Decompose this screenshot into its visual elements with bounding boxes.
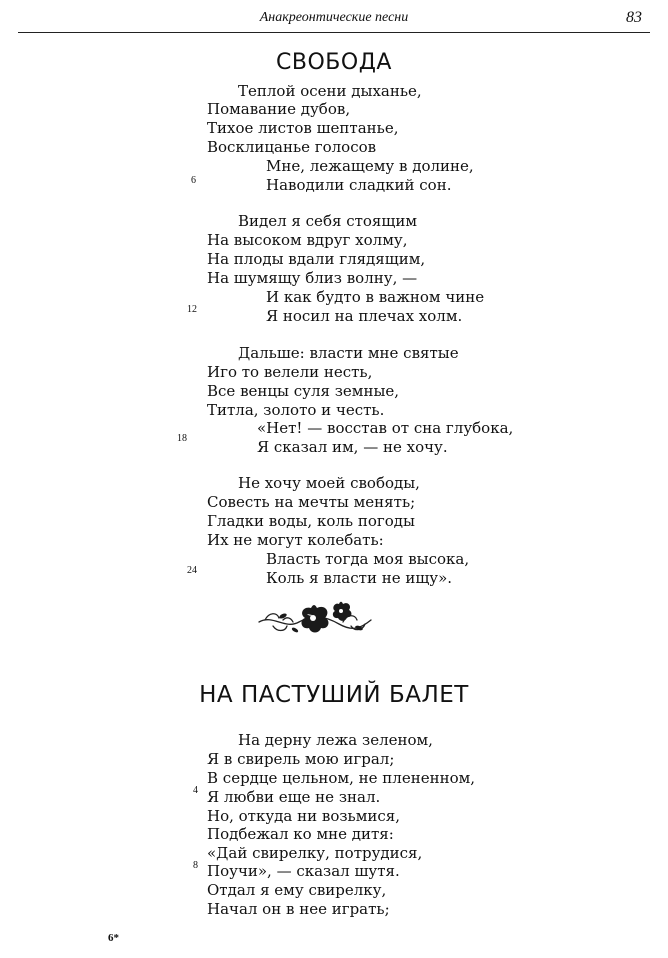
line-number: 8 — [193, 860, 198, 871]
poem-line: Подбежал ко мне дитя: — [207, 825, 394, 843]
poem-line: Я любви еще не знал. — [207, 788, 381, 806]
poem-line: Иго то велели несть, — [207, 363, 373, 381]
poem-line: Восклицанье голосов — [207, 138, 377, 156]
poem-line: Но, откуда ни возьмися, — [207, 807, 401, 825]
poem-line: Поучи», — сказал шутя. — [207, 862, 400, 880]
poem-line: Мне, лежащему в долине, — [266, 157, 474, 175]
floral-ornament-icon — [255, 600, 375, 644]
poem-line: «Нет! — восстав от сна глубока, — [257, 419, 514, 437]
poem-line: Все венцы суля земные, — [207, 382, 400, 400]
poem-line: Наводили сладкий сон. — [266, 176, 452, 194]
line-number: 6 — [191, 175, 196, 186]
poem-line: На дерну лежа зеленом, — [238, 731, 433, 749]
poem-line: Совесть на мечты менять; — [207, 493, 416, 511]
poem-line: Видел я себя стоящим — [238, 212, 418, 230]
poem-title-svoboda: СВОБОДА — [276, 50, 392, 75]
poem-line: Дальше: власти мне святые — [238, 344, 459, 362]
poem-line: Помавание дубов, — [207, 100, 351, 118]
poem-line: На шумящу близ волну, — — [207, 269, 418, 287]
line-number: 4 — [193, 785, 198, 796]
poem-line: На высоком вдруг холму, — [207, 231, 408, 249]
poem-line: Я носил на плечах холм. — [266, 307, 463, 325]
poem-line: В сердце цельном, не плененном, — [207, 769, 476, 787]
poem-line: Власть тогда моя высока, — [266, 550, 470, 568]
poem-line: Начал он в нее играть; — [207, 900, 390, 918]
poem-line: На плоды вдали глядящим, — [207, 250, 426, 268]
poem-line: Я в свирель мою играл; — [207, 750, 395, 768]
poem-line: И как будто в важном чине — [266, 288, 485, 306]
poem-line: «Дай свирелку, потрудися, — [207, 844, 423, 862]
poem-title-na-pastushiy-balet: НА ПАСТУШИЙ БАЛЕТ — [199, 682, 469, 708]
poem-line: Коль я власти не ищу». — [266, 569, 453, 587]
poem-line: Теплой осени дыханье, — [238, 82, 422, 100]
poem-line: Не хочу моей свободы, — [238, 474, 420, 492]
poem-line: Отдал я ему свирелку, — [207, 881, 387, 899]
running-header — [18, 6, 650, 33]
line-number: 18 — [177, 433, 187, 444]
running-title: Анакреонтические песни — [259, 10, 409, 25]
poem-line: Гладки воды, коль погоды — [207, 512, 415, 530]
line-number: 12 — [187, 304, 197, 315]
poem-line: Титла, золото и честь. — [207, 401, 385, 419]
printer-signature-mark: 6* — [108, 932, 119, 944]
poem-line: Тихое листов шептанье, — [207, 119, 399, 137]
poem-line: Я сказал им, — не хочу. — [257, 438, 448, 456]
line-number: 24 — [187, 565, 197, 576]
poem-line: Их не могут колебать: — [207, 531, 384, 549]
page-number: 83 — [626, 9, 642, 26]
